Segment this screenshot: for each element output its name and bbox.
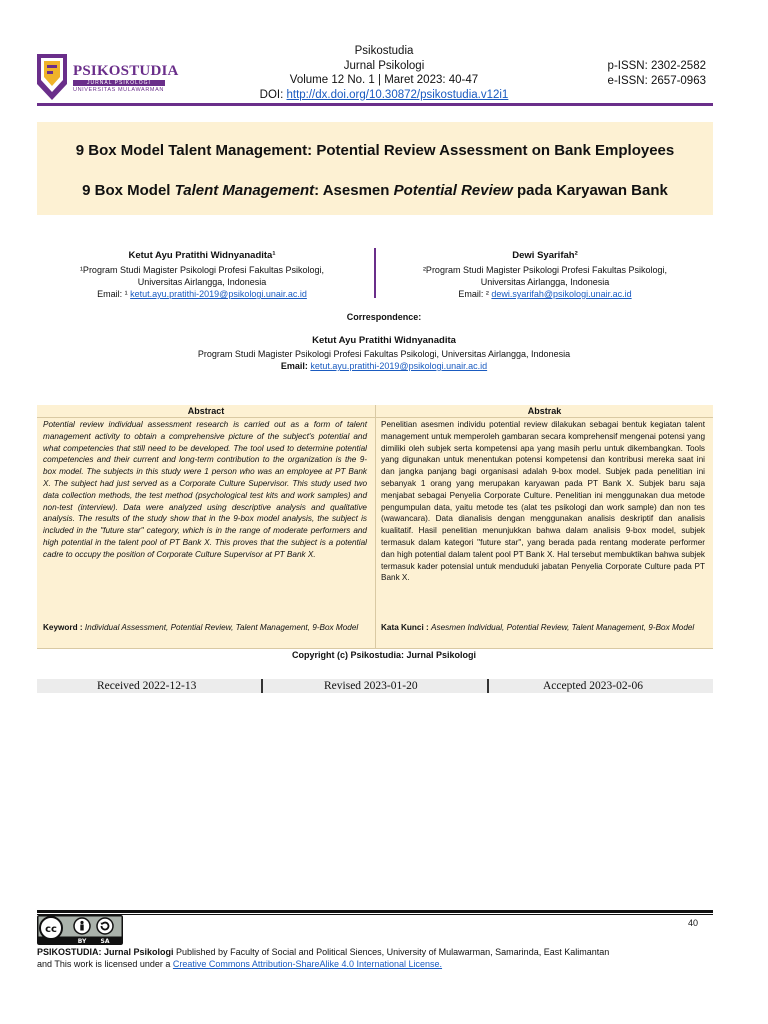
doi-label: DOI: <box>259 88 284 101</box>
cc-by-sa-license-icon[interactable] <box>37 915 123 945</box>
svg-text:cc: cc <box>45 924 57 935</box>
correspondence-label: Correspondence: <box>346 312 422 322</box>
publisher-line <box>37 946 727 958</box>
author-email-link[interactable]: ketut.ayu.pratithi-2019@psikologi.unair.ac.id <box>130 289 307 299</box>
author-affiliation: ²Program Studi Magister Psikologi Profesi Fakultas Psikologi, <box>422 265 668 275</box>
date-separator <box>487 679 489 693</box>
author-email-line <box>37 288 367 300</box>
author-email-link[interactable]: dewi.syarifah@psikologi.unair.ac.id <box>491 289 632 299</box>
title-box <box>37 122 713 215</box>
column-divider <box>375 405 376 649</box>
cc-badge-sa: SA <box>100 938 110 945</box>
correspondence-name: Ketut Ayu Pratithi Widnyanadita <box>312 335 456 346</box>
journal-subtitle: Jurnal Psikologi <box>343 59 425 72</box>
title-id-part-italic: Talent Management <box>174 182 315 199</box>
e-issn: e-ISSN: 2657-0963 <box>607 75 706 87</box>
footer-rule <box>37 910 713 913</box>
page-number: 40 <box>687 918 698 928</box>
email-label: Email: <box>280 361 311 371</box>
doi-line <box>0 88 768 103</box>
footer-rule <box>37 914 713 915</box>
license-line <box>37 958 727 970</box>
publisher-info: Published by Faculty of Social and Political Siences, University of Mulawarman, Samarinda, East Kalimantan <box>173 947 610 957</box>
author-block-2 <box>380 250 710 300</box>
abstract-text-en: Potential review individual assessment research is carried out as a form of talent management activity to obtain a comprehensive picture of the subject's potential and what competencies that still need to be developed. The tool used to determine potential competencies and their current and long-term contribution to the organization is the 9-box model. The subjects in this study were 1 person who was an employee at PT Bank X. The subject had just served as a Corporate Culture Supervisor. This study used two data collection methods, the test method (psychological test kits and work samples) and non-test (interview). Data were analyzed using descriptive analysis and qualitative analysis. The results of the study show that in the 9-box model analysis, the subject is included in the "future star" category, which is in the range of moderate performers and high potential in the talent pool of PT Bank X. This proves that the subject is a potential cadre to occupy the position of Corporate Culture Supervisor at PT Bank X. <box>43 420 367 559</box>
date-separator <box>261 679 263 693</box>
cc-badge-by: BY <box>77 938 87 945</box>
author-affiliation: Universitas Airlangga, Indonesia <box>480 277 610 287</box>
correspondence-email-line <box>0 360 768 372</box>
revised-date: Revised 2023-01-20 <box>324 680 418 692</box>
accepted-date: Accepted 2023-02-06 <box>543 680 643 692</box>
keywords-id <box>381 622 705 634</box>
article-dates-bar <box>37 679 713 693</box>
title-indonesian <box>37 182 713 199</box>
journal-volume: Volume 12 No. 1 | Maret 2023: 40-47 <box>289 74 479 86</box>
copyright-notice: Copyright (c) Psikostudia: Jurnal Psikologi <box>291 650 477 660</box>
author-name: Ketut Ayu Pratithi Widnyanadita¹ <box>128 250 276 261</box>
issn-block <box>608 59 706 89</box>
logo-subtitle: JURNAL PSIKOLOGI <box>73 80 165 86</box>
author-affiliation: Universitas Airlangga, Indonesia <box>137 277 267 287</box>
logo-name: PSIKOSTUDIA <box>73 63 179 79</box>
journal-name: Psikostudia <box>354 45 414 57</box>
author-name: Dewi Syarifah² <box>512 250 578 261</box>
title-id-part: pada Karyawan Bank <box>512 182 668 199</box>
keyword-list: Asesmen Individual, Potential Review, Talent Management, 9-Box Model <box>431 623 695 632</box>
title-id-part: 9 Box Model <box>82 182 175 199</box>
title-id-part-italic: Potential Review <box>393 182 513 199</box>
author-affiliation: ¹Program Studi Magister Psikologi Profesi Fakultas Psikologi, <box>79 265 325 275</box>
author-divider <box>374 248 376 298</box>
p-issn: p-ISSN: 2302-2582 <box>607 60 706 72</box>
abstract-heading: Abstract <box>187 406 225 416</box>
license-prefix: and This work is licensed under a <box>37 959 173 969</box>
keywords-en <box>43 622 367 634</box>
doi-link[interactable]: http://dx.doi.org/10.30872/psikostudia.v12i1 <box>286 88 509 101</box>
email-label: Email: ² <box>458 289 492 299</box>
title-english: 9 Box Model Talent Management: Potential Review Assessment on Bank Employees <box>75 142 675 159</box>
header-divider <box>37 103 713 106</box>
keyword-list: Individual Assessment, Potential Review, Talent Management, 9-Box Model <box>84 623 359 632</box>
footer-text <box>37 946 727 970</box>
abstrak-heading: Abstrak <box>527 406 562 416</box>
abstract-text-id: Penelitian asesmen individu potential review dilakukan sebagai bentuk kegiatan talent management untuk memperoleh gambaran secara komprehensif mengenai potensi yang dimiliki oleh subjek serta kompetensi apa yang masih perlu untuk dikembangkan. Tools yang digunakan untuk menentukan potensi kompetensi dan kontribusi mereka saat ini dan jangka panjang bagi organisasi adalah 9-box model. Subjek pada penelitian ini sebanyak 1 orang yang merupakan karyawan pada PT Bank X. Subjek baru saja menjabat sebagai Penyelia Corporate Culture. Penelitian ini menggunakan dua metode pengumpulan data, yaitu metode tes (alat tes psikologi dan work sample) dan non tes (wawancara). Data dianalisis dengan menggunakan analisis deskriptif dan analisis kualitatif. Hasil penelitian menunjukkan bahwa dalam analisis 9-box model, subjek termasuk dalam kategori "future star", yang berada pada rentang moderate performer dan high potential dalam talent pool PT Bank X. Hal tersebut membuktikan bahwa subjek termasuk kader potensial untuk menduduki jabatan Penyelia Corporate Culture pada PT Bank X. <box>381 420 705 583</box>
keyword-label: Kata Kunci : <box>381 623 432 632</box>
author-block-1 <box>37 250 367 300</box>
abstract-table <box>37 405 713 649</box>
title-id-part: : Asesmen <box>314 182 394 199</box>
keyword-label: Keyword : <box>43 623 85 632</box>
logo-university: UNIVERSITAS MULAWARMAN <box>73 87 164 93</box>
license-link[interactable]: Creative Commons Attribution-ShareAlike 4.0 International License. <box>172 959 443 969</box>
publisher-name: PSIKOSTUDIA: Jurnal Psikologi <box>37 947 174 957</box>
email-label: Email: ¹ <box>97 289 131 299</box>
correspondence-affiliation: Program Studi Magister Psikologi Profesi Fakultas Psikologi, Universitas Airlangga, Indonesia <box>197 349 571 359</box>
author-email-line <box>380 288 710 300</box>
received-date: Received 2022-12-13 <box>97 680 197 692</box>
correspondence-email-link[interactable]: ketut.ayu.pratithi-2019@psikologi.unair.ac.id <box>310 361 488 371</box>
